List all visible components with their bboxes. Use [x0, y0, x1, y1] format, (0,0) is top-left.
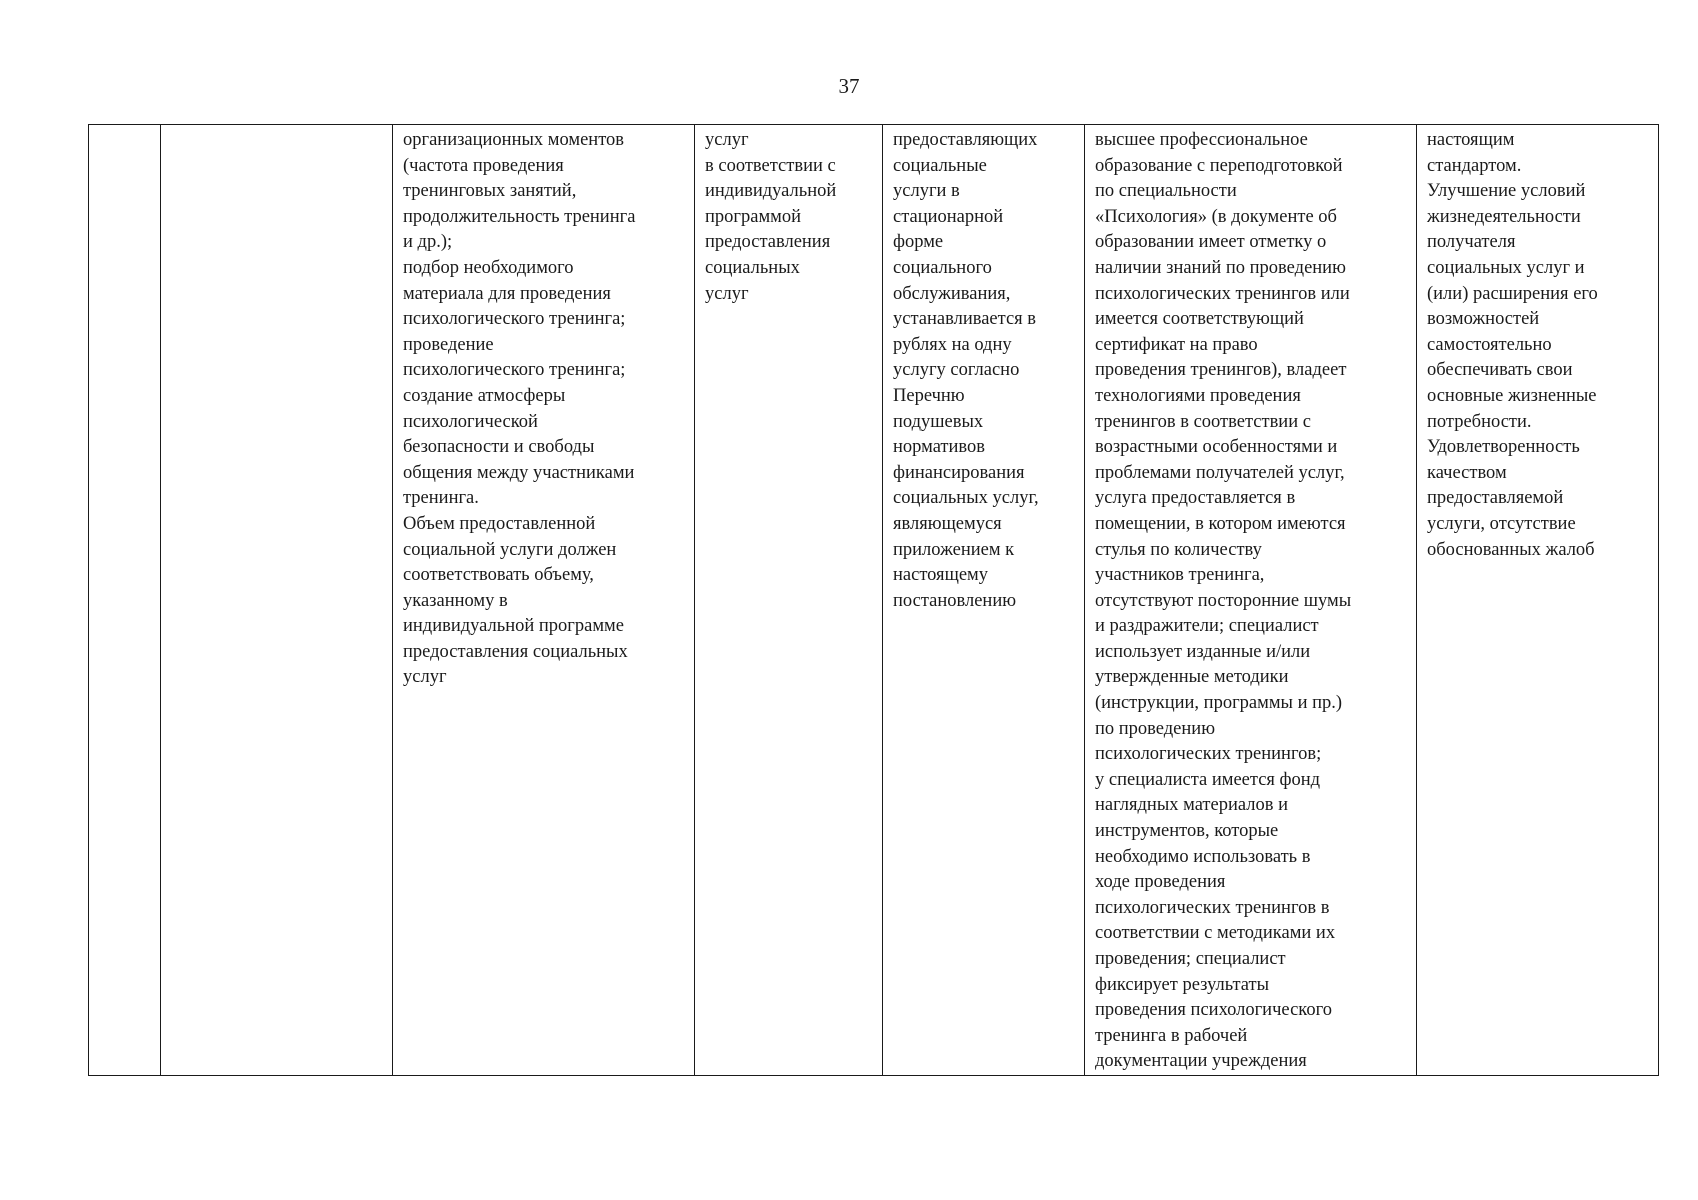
page-number: 37: [838, 74, 860, 98]
cell-service-cost: предоставляющих социальные услуги в стационарной форме социального обслуживания, устанавливается в рублях на одну услугу согласно Перечню подушевых нормативов финансирования социальных услуг, являющемуся приложением к настоящему постановлению: [883, 125, 1085, 1076]
cell-service-term: услуг в соответствии с индивидуальной программой предоставления социальных услуг: [695, 125, 883, 1076]
cell-number: [89, 125, 161, 1076]
cell-evaluation-conditions: настоящим стандартом. Улучшение условий жизнедеятельности получателя социальных услуг и (или) расширения его возможностей самостоятельно обеспечивать свои основные жизненные потребности. Удовлетворенность качеством предоставляемой услуги, отсутствие обоснованных жалоб: [1417, 125, 1659, 1076]
standards-table: [88, 124, 1659, 1076]
cell-quality-indicators: высшее профессиональное образование с переподготовкой по специальности «Психология» (в документе об образовании имеет отметку о наличии знаний по проведению психологических тренингов или имеется соответствующий сертификат на право проведения тренингов), владеет технологиями проведения тренингов в соответствии с возрастными особенностями и проблемами получателей услуг, услуга предоставляется в помещении, в котором имеются стулья по количеству участников тренинга, отсутствуют посторонние шумы и раздражители; специалист использует изданные и/или утвержденные методики (инструкции, программы и пр.) по проведению психологических тренингов; у специалиста имеется фонд наглядных материалов и инструментов, которые необходимо использовать в ходе проведения психологических тренингов в соответствии с методиками их проведения; специалист фиксирует результаты проведения психологического тренинга в рабочей документации учреждения: [1085, 125, 1417, 1076]
cell-service-name: [161, 125, 393, 1076]
cell-service-description: организационных моментов (частота проведения тренинговых занятий, продолжительность тренинга и др.); подбор необходимого материала для проведения психологического тренинга; проведение психологического тренинга; создание атмосферы психологической безопасности и свободы общения между участниками тренинга. Объем предоставленной социальной услуги должен соответствовать объему, указанному в индивидуальной программе предоставления социальных услуг: [393, 125, 695, 1076]
table-row: [89, 125, 1659, 1076]
